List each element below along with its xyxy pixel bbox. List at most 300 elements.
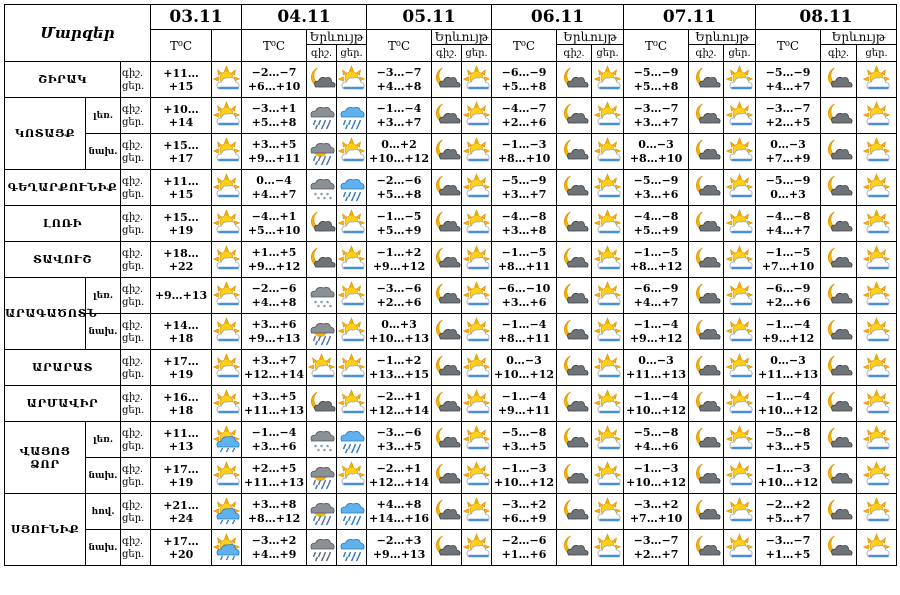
sun-cloud-icon: [337, 458, 367, 494]
temp-range-cell: [492, 62, 557, 98]
sun-cloud-icon: [212, 242, 242, 278]
moon-cloud-icon: [307, 242, 337, 278]
rain-cloud-blue-icon: [337, 494, 367, 530]
night-label: գիշ.: [122, 67, 144, 79]
moon-cloud-icon: [557, 458, 592, 494]
moon-cloud-icon: [432, 278, 462, 314]
day-temp: +11…+13: [758, 367, 819, 381]
date-header: 08.11: [756, 5, 897, 30]
moon-cloud-icon: [432, 134, 462, 170]
night-temp: −5…−9: [501, 173, 547, 187]
night-temp: −4…−7: [501, 101, 547, 115]
night-temp: −1…−4: [501, 317, 547, 331]
night-temp: −1…−4: [633, 317, 679, 331]
sun-cloud-icon: [462, 98, 492, 134]
moon-cloud-icon: [821, 134, 857, 170]
moon-cloud-icon: [432, 530, 462, 566]
temp-range-cell: [624, 350, 689, 386]
day-temp: +9…+12: [629, 331, 683, 345]
moon-cloud-icon: [821, 386, 857, 422]
table-row: [5, 458, 897, 494]
day-temp: +5…+8: [251, 115, 297, 129]
night-temp: −1…−4: [376, 101, 422, 115]
day-temp-cell: +16…+18: [151, 386, 212, 422]
night-temp: +4…+8: [376, 497, 422, 511]
temp-range-cell: [756, 134, 821, 170]
table-row: [5, 350, 897, 386]
night-temp: −4…−8: [633, 209, 679, 223]
zone-label: նախ.: [86, 314, 121, 350]
sun-cloud-icon: [724, 206, 756, 242]
moon-cloud-icon: [689, 422, 724, 458]
table-row: [5, 530, 897, 566]
time-of-day-label: [121, 422, 151, 458]
region-name: ԼՈՌԻ: [5, 206, 121, 242]
night-label: գիշ.: [122, 175, 144, 187]
day-temp: +6…+10: [247, 79, 301, 93]
temp-range-cell: [756, 350, 821, 386]
moon-cloud-icon: [821, 494, 857, 530]
day-temp-cell: +17…+19: [151, 350, 212, 386]
temp-range-cell: [367, 314, 432, 350]
moon-cloud-icon: [689, 134, 724, 170]
sun-cloud-icon: [857, 350, 897, 386]
day-temp: +2…+6: [501, 115, 547, 129]
night-subheader: գիշ.: [432, 45, 462, 62]
sun-cloud-icon: [592, 530, 624, 566]
day-subheader: ցեր.: [337, 45, 367, 62]
night-temp: −6…−9: [633, 281, 679, 295]
night-temp: −1…−5: [501, 245, 547, 259]
night-temp: −2…−6: [376, 173, 422, 187]
temp-range-cell: [624, 422, 689, 458]
night-temp: −1…−3: [633, 461, 679, 475]
temp-header: T⁰C: [756, 30, 821, 62]
sun-cloud-icon: [462, 206, 492, 242]
day-label: ցեր.: [122, 332, 145, 344]
sun-cloud-icon: [857, 98, 897, 134]
moon-cloud-icon: [821, 62, 857, 98]
day-temp: +5…+8: [501, 79, 547, 93]
temp-header: T⁰C: [151, 30, 212, 62]
forecast-header: Երևույթ: [432, 30, 492, 45]
temp-range-cell: [624, 530, 689, 566]
temp-range-cell: [624, 386, 689, 422]
moon-cloud-icon: [432, 458, 462, 494]
day-subheader: ցեր.: [462, 45, 492, 62]
day-temp: +7…+10: [761, 259, 815, 273]
day-temp: +3…+6: [633, 187, 679, 201]
table-row: [5, 98, 897, 134]
sun-cloud-icon: [592, 170, 624, 206]
sun-cloud-icon: [337, 242, 367, 278]
table-row: [5, 134, 897, 170]
forecast-header: Երևույթ: [821, 30, 897, 45]
night-temp: 0…+2: [381, 137, 417, 151]
day-temp: +8…+10: [497, 151, 551, 165]
day-temp: +8…+12: [629, 259, 683, 273]
temp-range-cell: [756, 314, 821, 350]
sun-cloud-icon: [462, 170, 492, 206]
night-temp: −1…−5: [376, 209, 422, 223]
temp-range-cell: [624, 62, 689, 98]
temp-range-cell: [367, 206, 432, 242]
temp-range-cell: [242, 494, 307, 530]
temp-range-cell: [367, 422, 432, 458]
day-temp-cell: +11…+13: [151, 422, 212, 458]
sun-cloud-icon: [212, 98, 242, 134]
temp-range-cell: [756, 242, 821, 278]
day-temp: +10…+12: [626, 475, 687, 489]
sun-cloud-icon: [592, 134, 624, 170]
sun-cloud-icon: [337, 314, 367, 350]
moon-cloud-icon: [689, 62, 724, 98]
temp-header: T⁰C: [624, 30, 689, 62]
table-row: [5, 170, 897, 206]
moon-cloud-icon: [689, 386, 724, 422]
night-temp: 0…−3: [770, 353, 806, 367]
temp-range-cell: [367, 134, 432, 170]
region-name: ԱՐԱԳԱԾՈՏՆ: [5, 278, 86, 350]
moon-cloud-icon: [432, 170, 462, 206]
sun-cloud-icon: [592, 242, 624, 278]
sun-rain-icon: [212, 494, 242, 530]
moon-cloud-icon: [307, 386, 337, 422]
night-temp: −3…−7: [633, 101, 679, 115]
temp-range-cell: [367, 386, 432, 422]
sun-cloud-icon: [462, 530, 492, 566]
night-temp: 0…−3: [638, 137, 674, 151]
night-label: գիշ.: [122, 139, 144, 151]
night-temp: −3…−6: [376, 281, 422, 295]
moon-cloud-icon: [821, 458, 857, 494]
night-temp: −3…+2: [251, 533, 297, 547]
day-temp: +9…+12: [247, 259, 301, 273]
region-name: ՇԻՐԱԿ: [5, 62, 121, 98]
night-temp: −3…−6: [376, 425, 422, 439]
moon-cloud-icon: [689, 242, 724, 278]
temp-range-cell: [242, 422, 307, 458]
night-subheader: գիշ.: [821, 45, 857, 62]
day-temp: +12…+14: [369, 475, 430, 489]
moon-cloud-icon: [432, 350, 462, 386]
time-of-day-label: [121, 62, 151, 98]
day-temp: +3…+6: [251, 439, 297, 453]
time-of-day-label: [121, 98, 151, 134]
day-temp: +10…+12: [626, 403, 687, 417]
rain-cloud-dark-icon: [307, 494, 337, 530]
sun-cloud-icon: [462, 350, 492, 386]
moon-cloud-icon: [432, 494, 462, 530]
day-temp: +10…+13: [369, 331, 430, 345]
table-row: [5, 314, 897, 350]
sun-cloud-icon: [212, 170, 242, 206]
temp-range-cell: [624, 458, 689, 494]
moon-cloud-icon: [689, 314, 724, 350]
night-subheader: գիշ.: [307, 45, 337, 62]
night-temp: −4…−8: [765, 209, 811, 223]
day-temp: +11…+13: [244, 403, 305, 417]
night-temp: −1…−4: [501, 389, 547, 403]
moon-cloud-icon: [557, 530, 592, 566]
day-temp: +2…+5: [765, 115, 811, 129]
night-temp: −3…−7: [765, 101, 811, 115]
night-temp: −3…+2: [633, 497, 679, 511]
rain-cloud-dark-icon: [307, 314, 337, 350]
day-temp: +8…+11: [497, 259, 551, 273]
sun-rain-icon: [212, 422, 242, 458]
night-temp: −1…−3: [501, 461, 547, 475]
sun-cloud-icon: [857, 278, 897, 314]
moon-cloud-icon: [821, 242, 857, 278]
night-temp: −2…+2: [765, 497, 811, 511]
zone-label: նախ.: [86, 458, 121, 494]
day-temp: +9…+11: [497, 403, 551, 417]
rain-cloud-blue-icon: [337, 98, 367, 134]
temp-range-cell: [492, 278, 557, 314]
day-temp: +4…+7: [633, 295, 679, 309]
day-temp-cell: +10…+14: [151, 98, 212, 134]
night-temp: −3…−7: [633, 533, 679, 547]
moon-cloud-icon: [821, 206, 857, 242]
day-temp: +8…+12: [247, 511, 301, 525]
time-of-day-label: [121, 242, 151, 278]
day-temp: +4…+7: [251, 187, 297, 201]
night-temp: −1…−4: [765, 389, 811, 403]
temp-range-cell: [367, 170, 432, 206]
sun-cloud-icon: [724, 62, 756, 98]
day-label: ցեր.: [122, 512, 145, 524]
sun-cloud-icon: [337, 62, 367, 98]
night-temp: −1…+2: [376, 245, 422, 259]
sun-cloud-icon: [724, 134, 756, 170]
night-temp: −5…−9: [633, 173, 679, 187]
temp-range-cell: [756, 62, 821, 98]
moon-cloud-icon: [557, 206, 592, 242]
moon-cloud-icon: [689, 350, 724, 386]
moon-cloud-icon: [821, 350, 857, 386]
day-temp: +4…+6: [633, 439, 679, 453]
region-name: ՎԱՅՈՑ ՁՈՐ: [5, 422, 86, 494]
sun-cloud-icon: [592, 278, 624, 314]
temp-range-cell: [492, 242, 557, 278]
sun-cloud-icon: [462, 242, 492, 278]
moon-cloud-icon: [557, 278, 592, 314]
temp-range-cell: [367, 98, 432, 134]
sun-cloud-icon: [592, 62, 624, 98]
temp-range-cell: [242, 458, 307, 494]
temp-range-cell: [756, 278, 821, 314]
table-row: [5, 62, 897, 98]
table-row: [5, 494, 897, 530]
sun-cloud-icon: [462, 134, 492, 170]
zone-label: հով.: [86, 494, 121, 530]
rain-cloud-dark-icon: [307, 134, 337, 170]
moon-cloud-icon: [557, 62, 592, 98]
rain-cloud-icon: [307, 98, 337, 134]
night-temp: −1…−3: [765, 461, 811, 475]
moon-cloud-icon: [821, 314, 857, 350]
sun-cloud-icon: [337, 134, 367, 170]
day-temp: +9…+13: [247, 331, 301, 345]
sun-cloud-icon: [212, 350, 242, 386]
sun-cloud-icon: [857, 530, 897, 566]
temp-range-cell: [242, 242, 307, 278]
day-temp-cell: +11…+15: [151, 62, 212, 98]
temp-range-cell: [756, 386, 821, 422]
day-temp: +3…+7: [376, 115, 422, 129]
moon-cloud-icon: [557, 494, 592, 530]
sun-cloud-icon: [212, 458, 242, 494]
day-temp: +3…+7: [633, 115, 679, 129]
zone-label: նախ.: [86, 530, 121, 566]
time-of-day-label: [121, 530, 151, 566]
sun-cloud-icon: [724, 530, 756, 566]
moon-cloud-icon: [689, 278, 724, 314]
night-temp: −2…−7: [251, 65, 297, 79]
sun-cloud-icon: [857, 206, 897, 242]
temp-range-cell: [242, 386, 307, 422]
moon-cloud-icon: [432, 242, 462, 278]
day-temp: +10…+12: [494, 367, 555, 381]
moon-cloud-icon: [432, 314, 462, 350]
region-name: ԱՐՄԱՎԻՐ: [5, 386, 121, 422]
sun-cloud-icon: [857, 314, 897, 350]
sun-cloud-icon: [307, 350, 337, 386]
snow-cloud-icon: [307, 422, 337, 458]
sun-cloud-icon: [857, 170, 897, 206]
night-label: գիշ.: [122, 535, 144, 547]
night-label: գիշ.: [122, 103, 144, 115]
temp-range-cell: [242, 98, 307, 134]
temp-range-cell: [756, 458, 821, 494]
day-temp-cell: +21…+24: [151, 494, 212, 530]
night-subheader: գիշ.: [689, 45, 724, 62]
night-temp: −1…−4: [633, 389, 679, 403]
moon-cloud-icon: [821, 170, 857, 206]
sun-cloud-icon: [857, 134, 897, 170]
day-temp: +5…+7: [765, 511, 811, 525]
temp-range-cell: [492, 422, 557, 458]
temp-range-cell: [492, 350, 557, 386]
night-label: գիշ.: [122, 427, 144, 439]
night-temp: −1…+2: [376, 353, 422, 367]
time-of-day-label: [121, 278, 151, 314]
moon-cloud-icon: [557, 98, 592, 134]
sun-cloud-icon: [724, 494, 756, 530]
day-label: ցեր.: [122, 80, 145, 92]
night-temp: +3…+7: [251, 353, 297, 367]
temp-range-cell: [367, 530, 432, 566]
time-of-day-label: [121, 350, 151, 386]
night-temp: −1…−4: [765, 317, 811, 331]
moon-cloud-icon: [689, 458, 724, 494]
night-label: գիշ.: [122, 463, 144, 475]
date-header: 07.11: [624, 5, 756, 30]
sun-cloud-icon: [212, 314, 242, 350]
table-row: [5, 206, 897, 242]
day-temp-cell: +18…+22: [151, 242, 212, 278]
zone-label: նախ.: [86, 134, 121, 170]
temp-range-cell: [367, 494, 432, 530]
sun-cloud-icon: [592, 206, 624, 242]
sun-cloud-icon: [724, 278, 756, 314]
rain-cloud-blue-icon: [337, 170, 367, 206]
temp-range-cell: [492, 134, 557, 170]
night-temp: +3…+8: [251, 497, 297, 511]
day-temp: +10…+12: [758, 475, 819, 489]
sun-cloud-icon: [212, 62, 242, 98]
day-temp: +3…+5: [376, 439, 422, 453]
day-temp: +9…+12: [372, 259, 426, 273]
night-temp: +3…+5: [251, 137, 297, 151]
region-name: ԳԵՂԱՐՔՈՒՆԻՔ: [5, 170, 121, 206]
night-temp: 0…−3: [638, 353, 674, 367]
zone-label: լեռ.: [86, 422, 121, 458]
temp-range-cell: [492, 386, 557, 422]
day-temp: +10…+12: [369, 151, 430, 165]
night-temp: −1…−5: [765, 245, 811, 259]
night-temp: −1…−3: [501, 137, 547, 151]
temp-range-cell: [367, 62, 432, 98]
moon-cloud-icon: [557, 170, 592, 206]
day-temp: +3…+6: [501, 295, 547, 309]
night-temp: 0…−3: [770, 137, 806, 151]
sun-cloud-icon: [724, 386, 756, 422]
day-temp: +1…+5: [765, 547, 811, 561]
day-temp: +6…+9: [501, 511, 547, 525]
temp-range-cell: [492, 206, 557, 242]
day-label: ցեր.: [122, 404, 145, 416]
day-temp: +14…+16: [369, 511, 430, 525]
day-temp: 0…+3: [770, 187, 806, 201]
temp-range-cell: [492, 458, 557, 494]
day-temp: +3…+7: [501, 187, 547, 201]
day-temp: +11…+13: [626, 367, 687, 381]
night-temp: −5…−9: [633, 65, 679, 79]
night-temp: −1…−5: [633, 245, 679, 259]
time-of-day-label: [121, 314, 151, 350]
moon-cloud-icon: [821, 530, 857, 566]
night-temp: −5…−8: [633, 425, 679, 439]
sun-cloud-icon: [337, 350, 367, 386]
sun-cloud-icon: [212, 134, 242, 170]
day-temp: +7…+10: [629, 511, 683, 525]
sun-cloud-icon: [724, 314, 756, 350]
sun-cloud-icon: [592, 314, 624, 350]
sun-cloud-icon: [857, 458, 897, 494]
temp-range-cell: [242, 350, 307, 386]
sun-cloud-icon: [592, 494, 624, 530]
moon-cloud-icon: [557, 422, 592, 458]
rain-cloud-grey-icon: [307, 530, 337, 566]
day-temp-cell: +17…+19: [151, 458, 212, 494]
moon-cloud-icon: [689, 494, 724, 530]
moon-cloud-icon: [432, 422, 462, 458]
sun-cloud-icon: [462, 458, 492, 494]
temp-range-cell: [492, 530, 557, 566]
day-label: ցեր.: [122, 368, 145, 380]
moon-cloud-icon: [557, 134, 592, 170]
temp-range-cell: [756, 206, 821, 242]
temp-range-cell: [624, 206, 689, 242]
sun-cloud-icon: [212, 386, 242, 422]
zone-label: լեռ.: [86, 98, 121, 134]
sun-rain-icon: [212, 530, 242, 566]
sun-cloud-icon: [337, 206, 367, 242]
night-temp: −3…−7: [765, 533, 811, 547]
day-temp: +12…+14: [244, 367, 305, 381]
